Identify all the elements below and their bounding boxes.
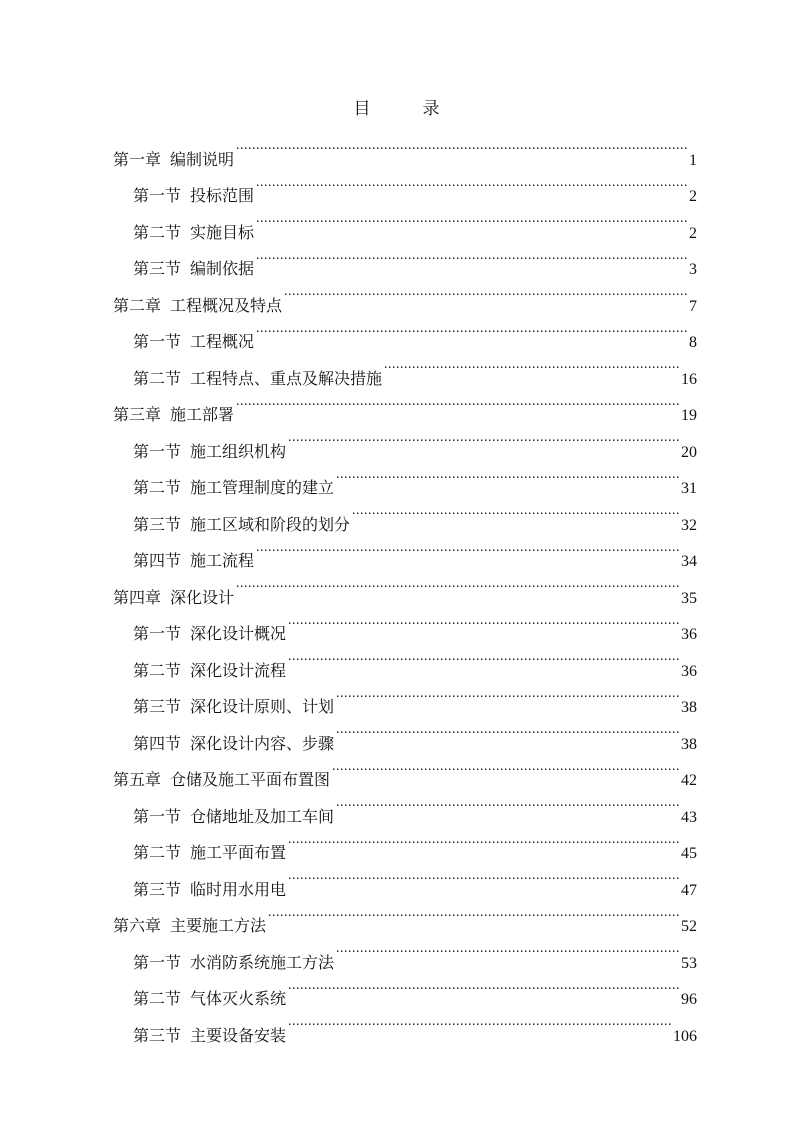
page-title — [0, 94, 793, 119]
toc-entry-title: 施工部署 — [170, 407, 235, 424]
dot-leader — [256, 201, 687, 238]
table-of-contents — [113, 128, 697, 1045]
toc-entry-title: 实施目标 — [190, 224, 255, 242]
toc-page-number: 7 — [689, 297, 697, 315]
toc-page-number: 43 — [681, 808, 697, 826]
toc-entry-label — [133, 690, 334, 727]
toc-entry-label — [113, 763, 330, 800]
toc-page-number: 96 — [681, 991, 697, 1008]
toc-entry-title: 深化设计内容、步骤 — [190, 735, 335, 753]
toc-entry-title: 施工管理制度的建立 — [190, 480, 335, 497]
dot-leader — [268, 895, 679, 932]
toc-page-number: 34 — [681, 553, 697, 570]
dot-leader — [288, 858, 679, 895]
toc-page-number: 52 — [681, 918, 697, 935]
toc-entry-title: 施工流程 — [190, 553, 255, 570]
toc-entry-number: 第六章 — [113, 918, 162, 935]
toc-entry-label — [133, 252, 254, 289]
toc-entry-title: 编制说明 — [170, 151, 235, 169]
toc-entry-title: 主要设备安装 — [190, 1027, 287, 1045]
dot-leader — [256, 238, 687, 275]
toc-page-number: 36 — [681, 662, 697, 680]
toc-entry-label — [133, 435, 286, 472]
dot-leader — [284, 274, 687, 311]
toc-entry-number: 第二节 — [133, 845, 182, 862]
toc-entry-title: 施工组织机构 — [190, 443, 287, 461]
dot-leader — [236, 128, 687, 165]
toc-page-number: 35 — [681, 589, 697, 607]
toc-entry-title: 深化设计流程 — [190, 662, 287, 680]
toc-entry-number: 第一节 — [133, 334, 182, 351]
toc-entry-number: 第二节 — [133, 991, 182, 1008]
toc-page-number: 32 — [681, 516, 697, 534]
dot-leader — [332, 749, 679, 786]
toc-page-number: 106 — [673, 1027, 697, 1045]
toc-entry-label — [133, 836, 286, 873]
dot-leader — [288, 822, 679, 859]
toc-entry-label — [113, 909, 266, 946]
toc-entry-label — [133, 471, 334, 508]
toc-entry-title: 仓储地址及加工车间 — [190, 808, 335, 826]
toc-page-number: 16 — [681, 370, 697, 388]
toc-entry-title: 水消防系统施工方法 — [190, 954, 335, 972]
toc-entry-label — [133, 727, 334, 764]
toc-entry-label — [113, 581, 234, 618]
toc-entry-number: 第四节 — [133, 735, 182, 753]
toc-entry-title: 深化设计 — [170, 589, 235, 607]
toc-entry-number: 第三章 — [113, 407, 162, 424]
toc-entry-number: 第四章 — [113, 589, 162, 607]
toc-entry-label — [133, 325, 254, 362]
toc-entry-number: 第三节 — [133, 261, 182, 278]
dot-leader — [336, 457, 679, 494]
toc-entry-label — [133, 654, 286, 691]
dot-leader — [288, 968, 679, 1005]
toc-page-number: 31 — [681, 480, 697, 497]
toc-entry-number: 第一节 — [133, 808, 182, 826]
toc-entry-label — [133, 216, 254, 253]
toc-entry-label — [133, 1019, 286, 1056]
dot-leader — [236, 384, 679, 421]
toc-entry-title: 工程概况及特点 — [170, 297, 283, 315]
toc-entry-label — [133, 617, 286, 654]
dot-leader — [336, 785, 679, 822]
toc-entry-label — [113, 398, 234, 435]
toc-entry-title: 工程特点、重点及解决措施 — [190, 370, 383, 388]
dot-leader — [336, 931, 679, 968]
dot-leader — [288, 639, 679, 676]
toc-entry-number: 第一章 — [113, 151, 162, 169]
toc-page-number: 8 — [689, 334, 697, 351]
toc-page-number: 2 — [689, 188, 697, 205]
toc-entry-number: 第一节 — [133, 954, 182, 972]
toc-page-number: 53 — [681, 954, 697, 972]
toc-entry-number: 第二节 — [133, 662, 182, 680]
toc-entry-label — [133, 982, 286, 1019]
toc-page-number: 36 — [681, 626, 697, 643]
toc-entry-title: 深化设计原则、计划 — [190, 699, 335, 716]
toc-entry-number: 第四节 — [133, 553, 182, 570]
dot-leader — [288, 603, 679, 640]
dot-leader — [336, 712, 679, 749]
dot-leader — [288, 420, 679, 457]
toc-entry-number: 第一节 — [133, 188, 182, 205]
toc-entry-number: 第三节 — [133, 1027, 182, 1045]
title-left-char: 目 — [353, 99, 371, 118]
toc-entry-title: 主要施工方法 — [170, 918, 267, 935]
toc-page-number: 42 — [681, 772, 697, 789]
toc-page-number: 38 — [681, 699, 697, 716]
toc-entry-label — [133, 873, 286, 910]
toc-entry-title: 气体灭火系统 — [190, 991, 287, 1008]
toc-page-number: 19 — [681, 407, 697, 424]
toc-entry-number: 第三节 — [133, 699, 182, 716]
toc-entry-chapter[interactable] — [113, 128, 697, 169]
toc-entry-number: 第二节 — [133, 480, 182, 497]
dot-leader — [288, 1004, 671, 1041]
toc-entry-title: 临时用水用电 — [190, 881, 287, 899]
toc-page-number: 47 — [681, 881, 697, 899]
toc-page-number: 2 — [689, 224, 697, 242]
toc-entry-number: 第一节 — [133, 626, 182, 643]
dot-leader — [256, 165, 687, 202]
toc-entry-number: 第二节 — [133, 224, 182, 242]
dot-leader — [352, 493, 679, 530]
toc-entry-number: 第三节 — [133, 516, 182, 534]
toc-entry-title: 仓储及施工平面布置图 — [170, 772, 331, 789]
toc-entry-title: 施工平面布置 — [190, 845, 287, 862]
dot-leader — [256, 530, 679, 567]
title-right-char: 录 — [422, 99, 440, 118]
dot-leader — [236, 566, 679, 603]
toc-page-number: 20 — [681, 443, 697, 461]
toc-entry-number: 第二节 — [133, 370, 182, 388]
toc-entry-title: 深化设计概况 — [190, 626, 287, 643]
toc-entry-title: 施工区域和阶段的划分 — [190, 516, 351, 534]
toc-page-number: 45 — [681, 845, 697, 862]
toc-entry-label — [113, 143, 234, 180]
toc-page-number: 3 — [689, 261, 697, 278]
dot-leader — [336, 676, 679, 713]
toc-page-number: 1 — [689, 151, 697, 169]
toc-entry-label — [133, 179, 254, 216]
toc-entry-title: 编制依据 — [190, 261, 255, 278]
toc-entry-number: 第三节 — [133, 881, 182, 899]
toc-entry-title: 工程概况 — [190, 334, 255, 351]
toc-entry-number: 第五章 — [113, 772, 162, 789]
toc-entry-title: 投标范围 — [190, 188, 255, 205]
dot-leader — [256, 311, 687, 348]
dot-leader — [384, 347, 679, 384]
toc-entry-number: 第一节 — [133, 443, 182, 461]
toc-entry-number: 第二章 — [113, 297, 162, 315]
toc-page-number: 38 — [681, 735, 697, 753]
